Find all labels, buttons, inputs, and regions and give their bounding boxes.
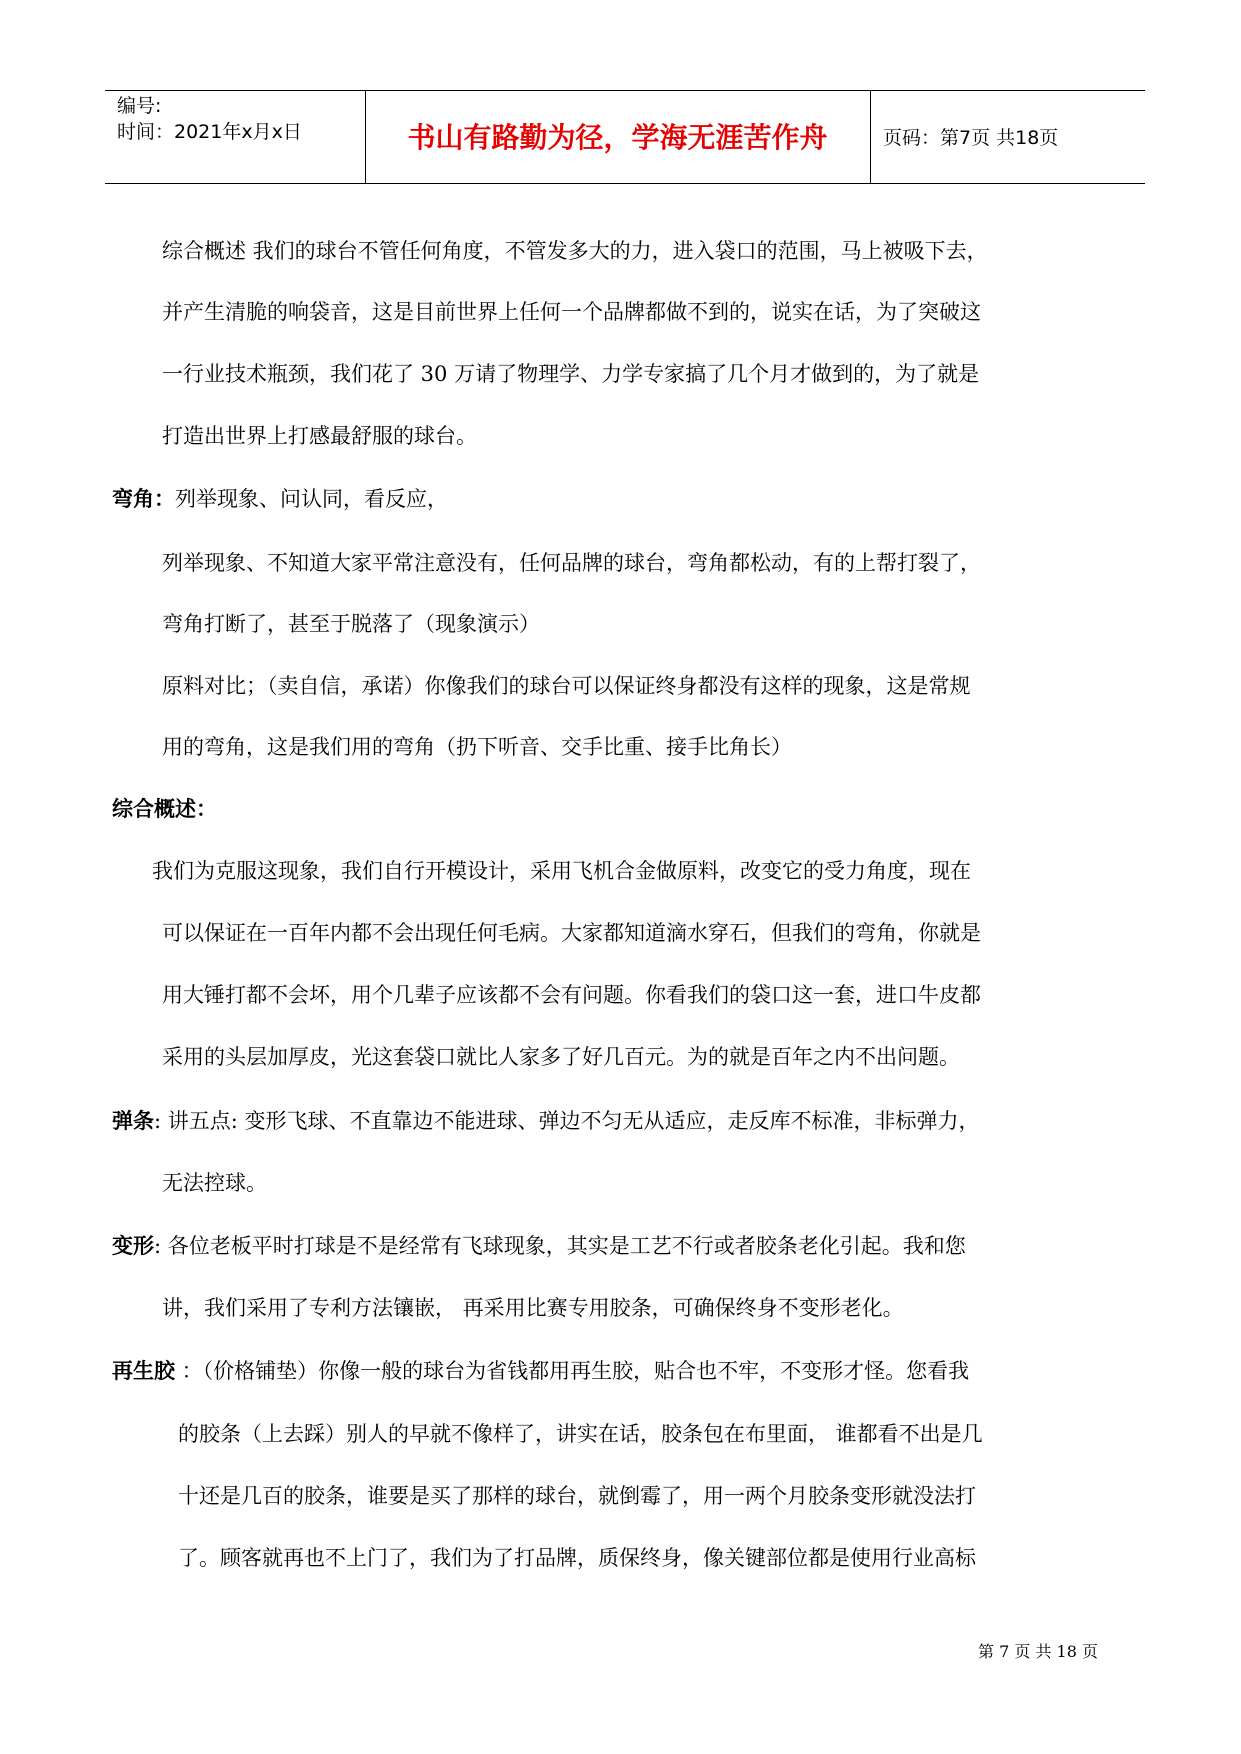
section-heading: 再生胶 bbox=[112, 1359, 175, 1383]
header-info bbox=[117, 93, 367, 145]
body-line: 采用的头层加厚皮，光这套袋口就比人家多了好几百元。为的就是百年之内不出问题。 bbox=[162, 1045, 960, 1069]
body-line: 我们为克服这现象，我们自行开模设计，采用飞机合金做原料，改变它的受力角度，现在 bbox=[152, 859, 971, 883]
section-heading: 综合概述： bbox=[112, 797, 217, 821]
body-line: 弯角打断了，甚至于脱落了（现象演示） bbox=[162, 612, 540, 636]
page-header bbox=[105, 90, 1145, 184]
body-line: 列举现象、不知道大家平常注意没有，任何品牌的球台，弯角都松动，有的上帮打裂了， bbox=[162, 551, 981, 575]
page-footer: 第 7 页 共 18 页 bbox=[978, 1642, 1098, 1661]
body-line: 一行业技术瓶颈，我们花了 30 万请了物理学、力学专家搞了几个月才做到的，为了就是 bbox=[162, 362, 980, 386]
header-divider bbox=[365, 91, 366, 183]
section-bianxing bbox=[112, 1231, 966, 1261]
section-zaisheng bbox=[112, 1356, 969, 1386]
header-motto: 书山有路勤为径，学海无涯苦作舟 bbox=[407, 121, 828, 154]
section-heading: 弹条 bbox=[112, 1109, 154, 1133]
body-line: 了。顾客就再也不上门了，我们为了打品牌，质保终身，像关键部位都是使用行业高标 bbox=[178, 1546, 976, 1570]
body-line: 综合概述 我们的球台不管任何角度，不管发多大的力，进入袋口的范围，马上被吸下去， bbox=[162, 239, 988, 263]
body-line: 原料对比；（卖自信，承诺）你像我们的球台可以保证终身都没有这样的现象，这是常规 bbox=[162, 674, 971, 698]
body-line: 用的弯角，这是我们用的弯角（扔下听音、交手比重、接手比角长） bbox=[162, 735, 792, 759]
body-line: 可以保证在一百年内都不会出现任何毛病。大家都知道滴水穿石，但我们的弯角，你就是 bbox=[162, 921, 981, 945]
section-tantiao bbox=[112, 1106, 980, 1136]
section-heading: 弯角： bbox=[112, 487, 175, 511]
header-page-label: 页码：第7页 共18页 bbox=[883, 127, 1059, 149]
section-summary bbox=[112, 794, 217, 824]
body-line: 打造出世界上打感最舒服的球台。 bbox=[162, 424, 477, 448]
body-line: 的胶条（上去踩）别人的早就不像样了，讲实在话，胶条包在布里面， 谁都看不出是几 bbox=[178, 1422, 983, 1446]
body-line: 无法控球。 bbox=[162, 1171, 267, 1195]
section-intro: : 讲五点: 变形飞球、不直靠边不能进球、弹边不匀无从适应，走反库不标准，非标弹力， bbox=[154, 1109, 980, 1133]
header-divider bbox=[870, 91, 871, 183]
body-line: 十还是几百的胶条，谁要是买了那样的球台，就倒霉了，用一两个月胶条变形就没法打 bbox=[178, 1484, 976, 1508]
document-number-label: 编号: bbox=[117, 95, 162, 117]
section-intro: ：（价格铺垫）你像一般的球台为省钱都用再生胶，贴合也不牢，不变形才怪。您看我 bbox=[175, 1359, 970, 1383]
section-intro: : 各位老板平时打球是不是经常有飞球现象，其实是工艺不行或者胶条老化引起。我和您 bbox=[154, 1234, 966, 1258]
body-line: 并产生清脆的响袋音，这是目前世界上任何一个品牌都做不到的，说实在话，为了突破这 bbox=[162, 300, 981, 324]
section-heading: 变形 bbox=[112, 1234, 154, 1258]
body-line: 讲，我们采用了专利方法镶嵌， 再采用比赛专用胶条，可确保终身不变形老化。 bbox=[162, 1296, 904, 1320]
section-intro: 列举现象、问认同，看反应， bbox=[175, 487, 448, 511]
section-wanjiao bbox=[112, 484, 448, 514]
body-line: 用大锤打都不会坏，用个几辈子应该都不会有问题。你看我们的袋口这一套，进口牛皮都 bbox=[162, 983, 981, 1007]
document-time-label: 时间：2021年x月x日 bbox=[117, 121, 302, 143]
